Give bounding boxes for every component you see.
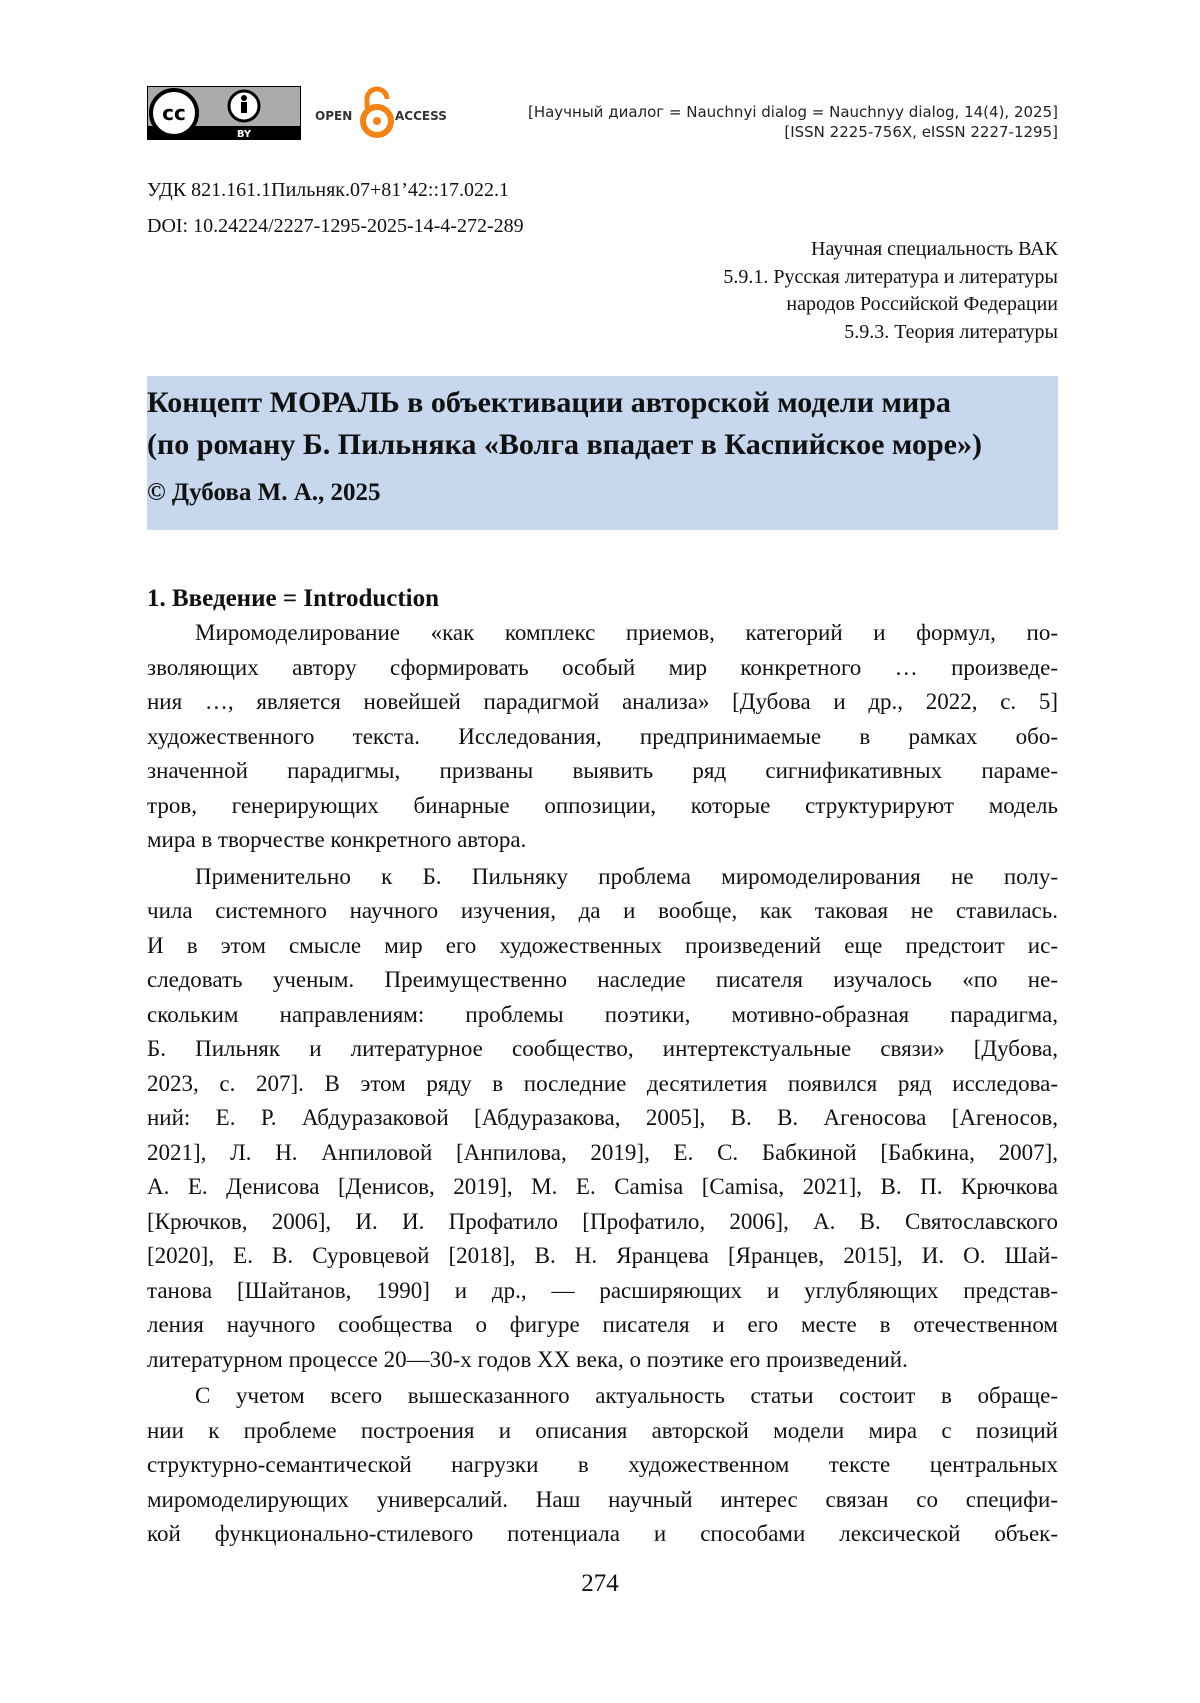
section-heading: 1. Введение = Introduction bbox=[147, 585, 440, 612]
text-line: тров, генерирующих бинарные оппозиции, которые структурируют модель bbox=[147, 792, 1058, 818]
article-title bbox=[147, 382, 982, 466]
specialty-line: Научная специальность ВАК bbox=[811, 238, 1058, 260]
open-access-icon bbox=[315, 86, 460, 140]
text-line: зволяющих автору сформировать особый мир конкретного … произведе- bbox=[147, 654, 1058, 680]
article-body bbox=[147, 582, 1058, 1552]
specialty-line: 5.9.1. Русская литература и литературы bbox=[723, 265, 1058, 288]
vak-specialty bbox=[723, 236, 1058, 346]
text-line: 2023, с. 207]. В этом ряду в последние десятилетия появился ряд исследова- bbox=[147, 1070, 1058, 1096]
text-line: чила системного научного изучения, да и вообще, как таковая не ставилась. bbox=[147, 898, 1058, 923]
author-copyright: © Дубова М. А., 2025 bbox=[147, 479, 381, 506]
text-line: [Крючков, 2006], И. И. Профатило [Профатило, 2006], А. В. Святославского bbox=[147, 1208, 1058, 1234]
text-line: танова [Шайтанов, 1990] и др., — расширяющих и углубляющих представ- bbox=[147, 1277, 1058, 1303]
open-access-right-label: ACCESS bbox=[395, 109, 447, 123]
text-line: Применительно к Б. Пильняку проблема миромоделирования не полу- bbox=[195, 863, 1058, 889]
title-block bbox=[147, 376, 1058, 530]
paragraph-2 bbox=[147, 860, 1058, 1378]
text-line: ний: Е. Р. Абдуразаковой [Абдуразакова, 2005], В. В. Агеносова [Агеносов, bbox=[147, 1105, 1058, 1130]
cc-by-license-icon bbox=[147, 86, 301, 140]
text-line: следовать ученым. Преимущественно наследие писателя изучалось «по не- bbox=[147, 967, 1058, 992]
specialty-line: народов Российской Федерации bbox=[786, 293, 1058, 315]
text-line: Миромоделирование «как комплекс приемов, категорий и формул, по- bbox=[195, 620, 1058, 645]
journal-citation-line1: [Научный диалог = Nauchnyi dialog = Nauchnyy dialog, 14(4), 2025] bbox=[527, 103, 1058, 121]
text-line: нии к проблеме построения и описания авторской модели мира с позиций bbox=[147, 1417, 1058, 1443]
text-line: А. Е. Денисова [Денисов, 2019], M. E. Camisa [Camisa, 2021], В. П. Крючкова bbox=[147, 1174, 1058, 1199]
title-line: Концепт МОРАЛЬ в объективации авторской модели мира bbox=[147, 386, 951, 419]
text-line: миромоделирующих универсалий. Наш научный интерес связан со специфи- bbox=[147, 1486, 1058, 1512]
title-line: (по роману Б. Пильняка «Волга впадает в Каспийское море») bbox=[147, 428, 982, 461]
text-line: художественного текста. Исследования, предпринимаемые в рамках обо- bbox=[147, 723, 1058, 749]
paragraph-3 bbox=[147, 1379, 1058, 1552]
text-line: кой функционально-стилевого потенциала и способами лексической объек- bbox=[147, 1521, 1058, 1546]
paragraph-1 bbox=[147, 616, 1058, 858]
svg-text:cc: cc bbox=[162, 101, 186, 125]
text-line: мира в творчестве конкретного автора. bbox=[147, 827, 527, 852]
text-line: И в этом смысле мир его художественных произведений еще предстоит ис- bbox=[147, 932, 1058, 958]
page-number: 274 bbox=[581, 1570, 619, 1597]
specialty-line: 5.9.3. Теория литературы bbox=[844, 320, 1058, 343]
license-by-label: BY bbox=[236, 129, 252, 140]
text-line: [2020], Е. В. Суровцевой [2018], В. Н. Яранцева [Яранцев, 2015], И. О. Шай- bbox=[147, 1243, 1058, 1268]
text-line: значенной парадигмы, призваны выявить ряд сигнификативных параме- bbox=[147, 758, 1058, 783]
journal-citation-line2: [ISSN 2225-756X, eISSN 2227-1295] bbox=[784, 123, 1058, 141]
journal-citation bbox=[528, 102, 1058, 142]
text-line: скольким направлениям: проблемы поэтики, мотивно-образная парадигма, bbox=[147, 1001, 1058, 1027]
text-line: структурно-семантической нагрузки в художественном тексте центральных bbox=[147, 1452, 1058, 1477]
open-access-left-label: OPEN bbox=[315, 109, 353, 123]
doi[interactable]: DOI: 10.24224/2227-1295-2025-14-4-272-289 bbox=[147, 215, 524, 237]
text-line: Б. Пильняк и литературное сообщество, интертекстуальные связи» [Дубова, bbox=[147, 1036, 1058, 1061]
udc-code: УДК 821.161.1Пильняк.07+81’42::17.022.1 bbox=[147, 179, 510, 201]
text-line: ния …, является новейшей парадигмой анализа» [Дубова и др., 2022, с. 5] bbox=[147, 689, 1058, 714]
text-line: литературном процессе 20—30-х годов XX века, о поэтике его произведений. bbox=[147, 1346, 908, 1372]
article-identifiers bbox=[147, 172, 524, 244]
text-line: ления научного сообщества о фигуре писателя и его месте в отечественном bbox=[147, 1312, 1058, 1337]
text-line: С учетом всего вышесказанного актуальность статьи состоит в обраще- bbox=[195, 1383, 1058, 1408]
text-line: 2021], Л. Н. Анпиловой [Анпилова, 2019], Е. С. Бабкиной [Бабкина, 2007], bbox=[147, 1139, 1058, 1165]
page-header bbox=[147, 86, 1058, 146]
